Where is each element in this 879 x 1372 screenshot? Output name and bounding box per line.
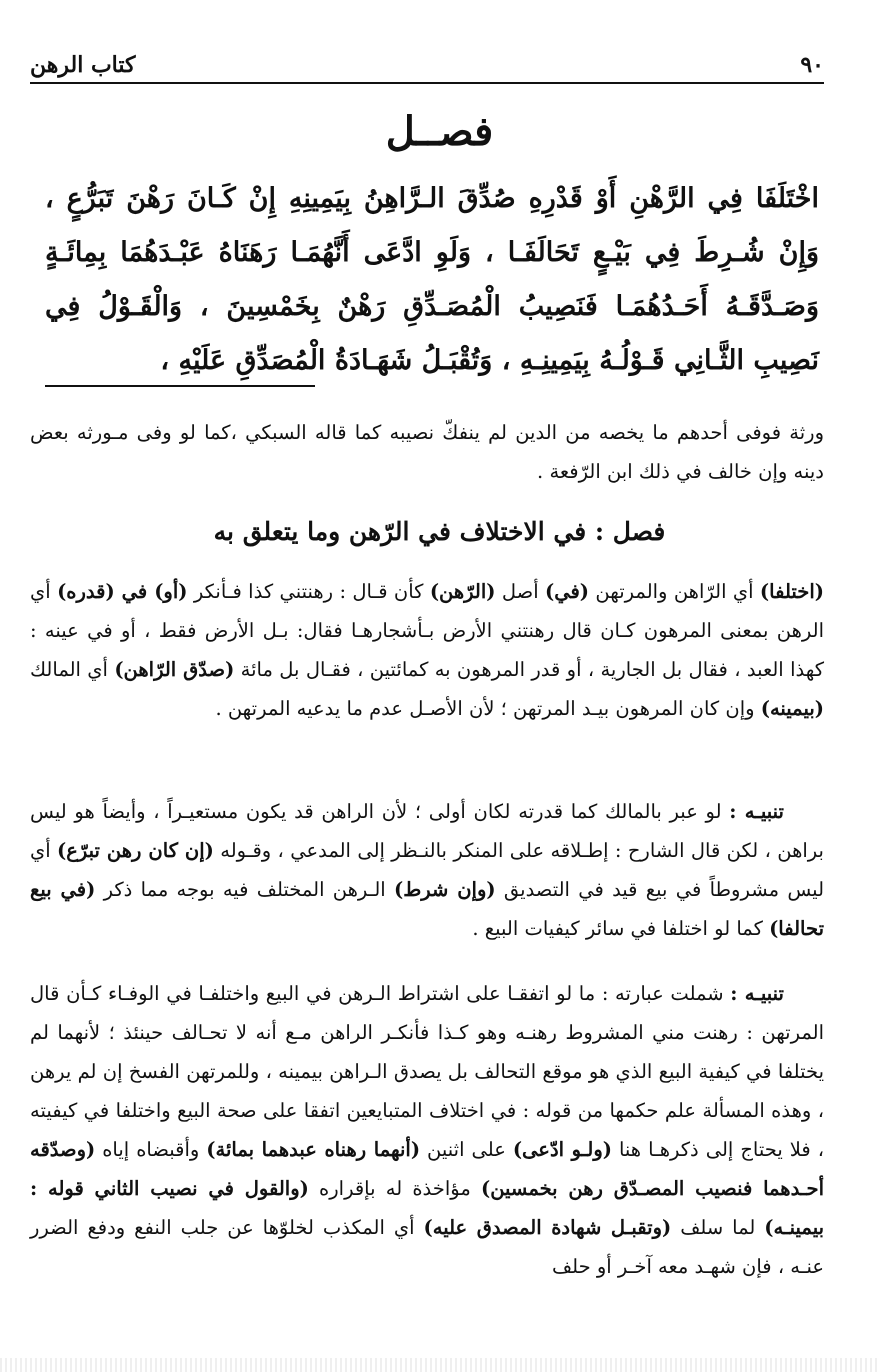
book-title: كتاب الرهن xyxy=(30,52,136,78)
matn-quote: (والقول في نصيب الثاني قوله : بيمينـه) xyxy=(30,1177,825,1239)
matn-quote: (بيمينه) xyxy=(760,697,824,720)
page-number: ٩٠ xyxy=(800,52,824,78)
footnote-divider xyxy=(45,385,315,387)
matn-quote: (وتقبـل شهادة المصدق عليه) xyxy=(423,1216,672,1239)
commentary-text: (اختلفا) أي الرّاهن والمرتهن (في) أصل (الرّهن) كأن قـال : رهنتني كذا فـأنكر (أو) في (قدره) أي الرهن بمعنى المرهون كـان قال رهنتني الأرض بـأشجارهـا فقال: بـل الأرض فقط ، أو في عينه : كهذا العبد ، فقال بل الجارية ، أو قدر المرهون به كمائتين ، فقـال بل مائة (صدّق الرّاهن) أي المالك (بيمينه) وإن كان المرهون بيـد المرتهن ؛ لأن الأصـل عدم ما يدعيه المرتهن . xyxy=(30,580,824,720)
matn-text: اخْتَلَفَا فِي الرَّهْنِ أَوْ قَدْرِهِ صُدِّقَ الـرَّاهِنُ بِيَمِينِهِ إِنْ كَـانَ رَهْنَ تَبَرُّعٍ ، وَإِنْ شُـرِطَ فِي بَيْـعٍ تَحَالَفَـا ، وَلَوِ ادَّعَى أَنَّهُمَـا رَهَنَاهُ عَبْـدَهُمَا بِمِائَـةٍ وَصَـدَّقَـهُ أَحَـدُهُمَـا فَنَصِيبُ الْمُصَـدِّقِ رَهْنٌ بِخَمْسِينَ ، وَالْقَـوْلُ فِي نَصِيبِ الثَّـانِي قَـوْلُـهُ بِيَمِينِـهِ ، وَتُقْبَـلُ شَهَـادَةُ الْمُصَدِّقِ عَلَيْهِ ، xyxy=(45,183,819,376)
matn-quote: (أو) في (قدره) xyxy=(57,580,188,603)
commentary-text: تنبيـه : شملت عبارته : ما لو اتفقـا على اشتراط الـرهن في البيع واختلفـا في الوفـاء كـأن قال المرتهن : رهنت مني المشروط رهنـه وهو كـذا فأنكـر الراهن مـع أنه لا تحـالف حينئذ ؛ لأنهما لم يختلفا في كيفية البيع الذي هو موقع التحالف بل يصدق الـراهن بيمينه ، وللمرتهن الفسخ إن لم يرهن ، وهذه المسألة علم حكمها من قوله : في اختلاف المتبايعين اتفقا على صحة البيع واختلفا في كيفيته ، فلا يحتاج إلى ذكرهـا هنا (ولـو ادّعى) على اثنين (أنهما رهناه عبدهما بمائة) وأقبضاه إياه (وصدّقه أحـدهما فنصيب المصـدّق رهن بخمسين) مؤاخذة له بإقراره (والقول في نصيب الثاني قوله : بيمينـه) لما سلف (وتقبـل شهادة المصدق عليه) أي المكذب لخلوّها عن جلب النفع ودفع الضرر عنـه ، فإن شهـد معه آخـر أو حلف xyxy=(30,982,825,1278)
commentary-paragraph-4 xyxy=(30,974,824,1286)
commentary-paragraph-2 xyxy=(30,572,824,728)
matn-quote: (إن كان رهن تبرّع) xyxy=(57,839,214,862)
matn-quote: (صدّق الرّاهن) xyxy=(114,658,235,681)
commentary-heading: فصل : في الاختلاف في الرّهن وما يتعلق به xyxy=(213,517,666,546)
commentary-paragraph-3 xyxy=(30,792,824,948)
matn-quote: تنبيـه : xyxy=(729,800,784,823)
matn-quote: (وإن شرط) xyxy=(394,878,496,901)
matn-quote: (في) xyxy=(545,580,590,603)
matn-quote: (وصدّقه أحـدهما فنصيب المصـدّق رهن بخمسين) xyxy=(30,1138,824,1200)
scan-edge xyxy=(0,1358,879,1372)
running-head xyxy=(30,40,824,84)
commentary-text: تنبيـه : لو عبر بالمالك كما قدرته لكان أولى ؛ لأن الراهن قد يكون مستعيـراً ، وأيضاً هو ليس براهن ، لكن قال الشارح : إطـلاقه على المنكر بالنـظر إلى المدعي ، وقـوله (إن كان رهن تبرّع) أي ليس مشروطاً في بيع قيد في التصديق (وإن شرط) الـرهن المختلف فيه بوجه مما ذكر (في بيع تحالفا) كما لو اختلفا في سائر كيفيات البيع . xyxy=(30,800,825,940)
commentary-paragraph-1 xyxy=(30,413,824,491)
matn-quote: (أنهما رهناه عبدهما بمائة) xyxy=(206,1138,421,1161)
commentary-text: ورثة فوفى أحدهم ما يخصه من الدين لم ينفكّ نصيبه كما قاله السبكي ،كما لو وفى مـورثه بعض دينه وإن خالف في ذلك ابن الرّفعة . xyxy=(30,421,824,483)
matn-quote: (ولـو ادّعى) xyxy=(512,1138,612,1161)
matn-quote: تنبيـه : xyxy=(730,982,784,1005)
matn-quote: (في بيع تحالفا) xyxy=(30,878,824,940)
matn-quote: (اختلفا) xyxy=(759,580,824,603)
section-title: فصــل xyxy=(385,108,494,155)
matn-quote: (الرّهن) xyxy=(429,580,496,603)
